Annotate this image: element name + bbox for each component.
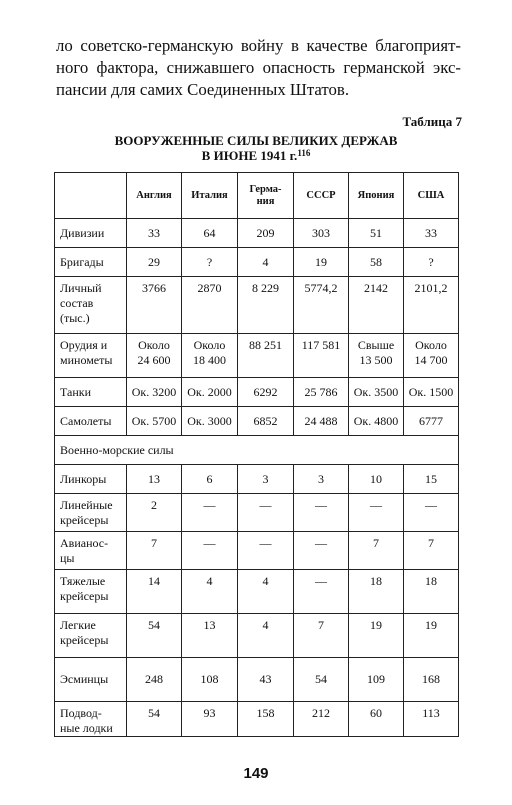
- table-cell: ?: [182, 248, 238, 277]
- table-row: [55, 494, 459, 532]
- table-cell: ?: [404, 248, 459, 277]
- table-cell: 14: [127, 570, 182, 614]
- table-cell: Ок. 4800: [349, 407, 404, 436]
- table-cell: 29: [127, 248, 182, 277]
- table-cell: 33: [404, 219, 459, 248]
- table-cell: 108: [182, 658, 238, 702]
- table-row: [55, 658, 459, 702]
- table-cell: 4: [238, 248, 294, 277]
- table-cell: 18: [404, 570, 459, 614]
- table-cell: 209: [238, 219, 294, 248]
- table-row: [55, 407, 459, 436]
- table-cell: 7: [294, 614, 349, 658]
- table-row: [55, 702, 459, 737]
- table-cell: Ок. 2000: [182, 378, 238, 407]
- table-cell: Ок. 5700: [127, 407, 182, 436]
- table-cell: 4: [182, 570, 238, 614]
- page-number: 149: [243, 765, 269, 782]
- table-cell: 5774,2: [294, 277, 349, 334]
- row-label: Танки: [55, 378, 127, 407]
- table-cell: 19: [404, 614, 459, 658]
- table-cell: Ок. 3000: [182, 407, 238, 436]
- column-header: Япония: [349, 173, 404, 219]
- row-label: Линкоры: [55, 465, 127, 494]
- column-header: США: [404, 173, 459, 219]
- table-cell: 15: [404, 465, 459, 494]
- table-cell: 117 581: [294, 334, 349, 378]
- table-cell: 2: [127, 494, 182, 532]
- column-header: Италия: [182, 173, 238, 219]
- table-cell: 19: [349, 614, 404, 658]
- table-cell: 158: [238, 702, 294, 737]
- row-label: Подвод- ные лодки: [55, 702, 127, 737]
- table-cell: 2142: [349, 277, 404, 334]
- table-cell: 248: [127, 658, 182, 702]
- table-cell: 4: [238, 614, 294, 658]
- table-cell: 3: [294, 465, 349, 494]
- table-row: [55, 219, 459, 248]
- row-label: Легкие крейсеры: [55, 614, 127, 658]
- table-row: [55, 334, 459, 378]
- table-cell: 6292: [238, 378, 294, 407]
- table-cell: 2101,2: [404, 277, 459, 334]
- intro-line: ного фактора, снижавшего опасность германской экс-: [56, 58, 461, 77]
- table-cell: 54: [294, 658, 349, 702]
- table-cell: 13: [182, 614, 238, 658]
- intro-line: ло советско-германскую войну в качестве благоприят-: [56, 36, 461, 55]
- table-cell: 6: [182, 465, 238, 494]
- column-header: Англия: [127, 173, 182, 219]
- intro-line: пансии для самих Соединенных Штатов.: [56, 80, 350, 99]
- table-cell: Около 14 700: [404, 334, 459, 378]
- table-cell: —: [182, 532, 238, 570]
- table-cell: 113: [404, 702, 459, 737]
- table-cell: 54: [127, 702, 182, 737]
- table-cell: 43: [238, 658, 294, 702]
- table-cell: 64: [182, 219, 238, 248]
- table-cell: 168: [404, 658, 459, 702]
- table-cell: Ок. 1500: [404, 378, 459, 407]
- table-row: [55, 277, 459, 334]
- table-cell: 7: [349, 532, 404, 570]
- table-cell: 54: [127, 614, 182, 658]
- table-row: [55, 532, 459, 570]
- table-cell: Ок. 3200: [127, 378, 182, 407]
- table-cell: Ок. 3500: [349, 378, 404, 407]
- table-cell: 2870: [182, 277, 238, 334]
- table-cell: 93: [182, 702, 238, 737]
- table-cell: 13: [127, 465, 182, 494]
- row-label: Бригады: [55, 248, 127, 277]
- table-row: [55, 248, 459, 277]
- table-title-line: [56, 148, 456, 163]
- row-label: Линейные крейсеры: [55, 494, 127, 532]
- table-row: [55, 614, 459, 658]
- column-header: Герма- ния: [238, 173, 294, 219]
- table-cell: 109: [349, 658, 404, 702]
- table-cell: —: [349, 494, 404, 532]
- table-cell: 51: [349, 219, 404, 248]
- table-cell: 6777: [404, 407, 459, 436]
- table-cell: 6852: [238, 407, 294, 436]
- table-cell: 25 786: [294, 378, 349, 407]
- table-cell: 3: [238, 465, 294, 494]
- table-cell: 4: [238, 570, 294, 614]
- table-cell: 19: [294, 248, 349, 277]
- table-cell: 58: [349, 248, 404, 277]
- header-row: [55, 173, 459, 219]
- table-title-date: В ИЮНЕ 1941 г.: [201, 148, 298, 163]
- table-cell: —: [404, 494, 459, 532]
- table-cell: —: [238, 532, 294, 570]
- table-cell: —: [294, 494, 349, 532]
- row-label: Орудия и минометы: [55, 334, 127, 378]
- table-cell: 7: [127, 532, 182, 570]
- table-cell: Около 24 600: [127, 334, 182, 378]
- table-row: [55, 378, 459, 407]
- table-title: [56, 133, 456, 163]
- column-header: СССР: [294, 173, 349, 219]
- intro-paragraph: [56, 35, 461, 101]
- table-cell: 8 229: [238, 277, 294, 334]
- table-cell: 88 251: [238, 334, 294, 378]
- table-row: [55, 465, 459, 494]
- table-number: Таблица 7: [402, 114, 462, 129]
- footnote-marker: 116: [297, 148, 311, 158]
- table-cell: —: [238, 494, 294, 532]
- table-row: [55, 570, 459, 614]
- table-body: [55, 219, 459, 737]
- row-label: Дивизии: [55, 219, 127, 248]
- row-label: Авианос- цы: [55, 532, 127, 570]
- table-cell: 10: [349, 465, 404, 494]
- table-cell: 3766: [127, 277, 182, 334]
- section-row: [55, 436, 459, 465]
- table-title-line: ВООРУЖЕННЫЕ СИЛЫ ВЕЛИКИХ ДЕРЖАВ: [114, 133, 398, 148]
- row-label: Эсминцы: [55, 658, 127, 702]
- section-heading: Военно-морские силы: [55, 436, 459, 465]
- table-cell: Свыше 13 500: [349, 334, 404, 378]
- table-cell: —: [294, 532, 349, 570]
- table-cell: 18: [349, 570, 404, 614]
- row-label: Самолеты: [55, 407, 127, 436]
- table-cell: —: [294, 570, 349, 614]
- table-cell: 212: [294, 702, 349, 737]
- row-label: Тяжелые крейсеры: [55, 570, 127, 614]
- row-label: Личный состав (тыс.): [55, 277, 127, 334]
- corner-cell: [55, 173, 127, 219]
- table-cell: 24 488: [294, 407, 349, 436]
- armed-forces-table: [54, 172, 459, 737]
- table-cell: 7: [404, 532, 459, 570]
- table-cell: Около 18 400: [182, 334, 238, 378]
- table-cell: 60: [349, 702, 404, 737]
- table-cell: 33: [127, 219, 182, 248]
- table-cell: 303: [294, 219, 349, 248]
- table-cell: —: [182, 494, 238, 532]
